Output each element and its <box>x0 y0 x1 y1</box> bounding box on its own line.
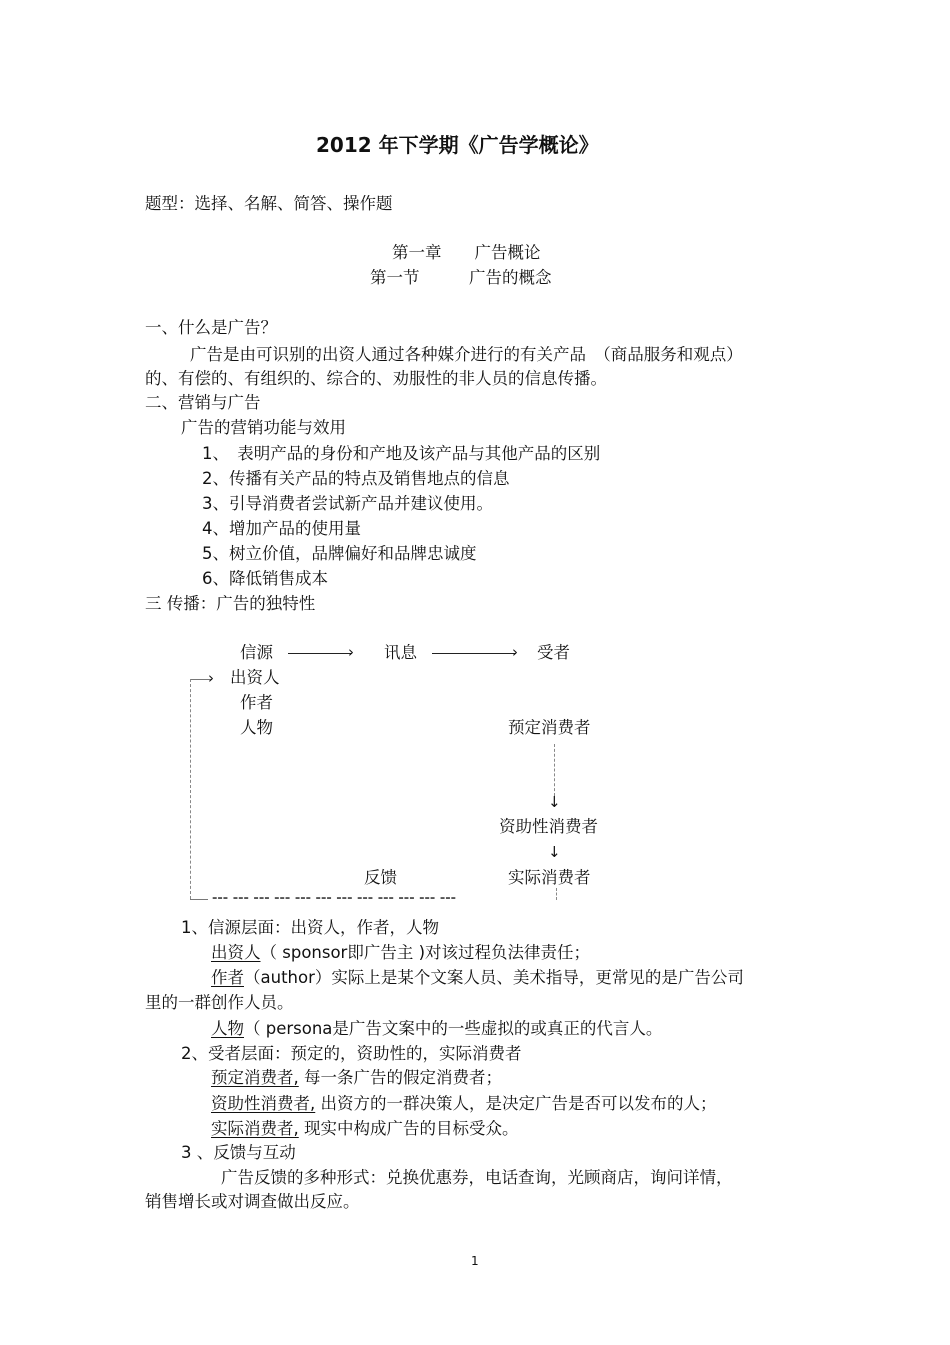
arrow-down-icon: ↓ <box>548 793 561 811</box>
diagram-sponsor: 出资人 <box>230 668 280 687</box>
marketing-subtitle: 广告的营销功能与效用 <box>181 418 346 437</box>
arrow-down-icon: ↓ <box>548 843 561 861</box>
feedback-title: 3 、反馈与互动 <box>181 1143 296 1162</box>
list-item: 6、降低销售成本 <box>202 569 328 588</box>
receiver-level-title: 2、受者层面：预定的，资助性的，实际消费者 <box>181 1044 522 1063</box>
diagram-sponsorial-consumer: 资助性消费者 <box>499 817 598 836</box>
sponsor-definition: 出资人（ sponsor即广告主 )对该过程负法律责任； <box>211 943 591 962</box>
arrow-right-icon: › <box>208 669 214 687</box>
diagram-author: 作者 <box>240 693 273 712</box>
page-number: 1 <box>471 1254 479 1268</box>
definition-line-2: 的、有偿的、有组织的、综合的、劝服性的非人员的信息传播。 <box>145 369 607 388</box>
arrow-right-icon: › <box>512 643 518 661</box>
heading-marketing: 二、营销与广告 <box>145 393 261 412</box>
source-level-title: 1、信源层面：出资人，作者，人物 <box>181 918 439 937</box>
term: 人物 <box>211 1019 244 1038</box>
definition-line-1: 广告是由可识别的出资人通过各种媒介进行的有关产品 （商品服务和观点） <box>190 345 743 364</box>
diagram-actual-consumer: 实际消费者 <box>508 868 591 887</box>
section-heading: 第一节 广告的概念 <box>370 268 552 287</box>
list-item: 2、传播有关产品的特点及销售地点的信息 <box>202 469 510 488</box>
intended-definition: 预定消费者, 每一条广告的假定消费者； <box>211 1068 502 1087</box>
author-definition-cont: 里的一群创作人员。 <box>145 993 294 1012</box>
bracket-bottom <box>190 899 208 900</box>
term: 预定消费者, <box>211 1068 299 1087</box>
feedback-line-1: 广告反馈的多种形式：兑换优惠券，电话查询，光顾商店，询问详情， <box>221 1168 733 1187</box>
persona-definition: 人物（ persona是广告文案中的一些虚拟的或真正的代言人。 <box>211 1019 663 1038</box>
page-title: 2012 年下学期《广告学概论》 <box>316 133 599 157</box>
connector-line <box>556 888 557 900</box>
heading-what-is-ad: 一、什么是广告？ <box>145 318 277 337</box>
term: 资助性消费者, <box>211 1094 316 1113</box>
arrow-right-icon: › <box>348 643 354 661</box>
list-item: 1、 表明产品的身份和产地及该产品与其他产品的区别 <box>202 444 601 463</box>
actual-definition: 实际消费者, 现实中构成广告的目标受众。 <box>211 1119 519 1138</box>
diagram-persona: 人物 <box>240 718 273 737</box>
question-types: 题型：选择、名解、简答、操作题 <box>145 194 393 213</box>
diagram-intended-consumer: 预定消费者 <box>508 718 591 737</box>
chapter-heading: 第一章 广告概论 <box>392 243 541 262</box>
author-definition: 作者（author）实际上是某个文案人员、美术指导，更常见的是广告公司 <box>211 968 744 987</box>
term: 实际消费者, <box>211 1119 299 1138</box>
sponsorial-definition: 资助性消费者, 出资方的一群决策人，是决定广告是否可以发布的人； <box>211 1094 717 1113</box>
diagram-receiver: 受者 <box>537 643 570 662</box>
diagram-message: 讯息 <box>384 643 417 662</box>
list-item: 3、引导消费者尝试新产品并建议使用。 <box>202 494 493 513</box>
arrow-line <box>432 653 516 654</box>
list-item: 4、增加产品的使用量 <box>202 519 361 538</box>
diagram-source: 信源 <box>240 643 273 662</box>
connector-line <box>554 744 555 796</box>
term: 出资人 <box>211 943 261 962</box>
diagram-feedback: 反馈 <box>364 868 397 887</box>
bracket-left <box>190 679 191 899</box>
term: 作者 <box>211 968 244 987</box>
feedback-dash-row: --- --- --- --- --- --- --- --- --- --- --- --- <box>212 891 457 906</box>
heading-communication: 三 传播：广告的独特性 <box>145 594 316 613</box>
list-item: 5、树立价值，品牌偏好和品牌忠诚度 <box>202 544 477 563</box>
arrow-line <box>288 653 352 654</box>
feedback-line-2: 销售增长或对调查做出反应。 <box>145 1192 360 1211</box>
